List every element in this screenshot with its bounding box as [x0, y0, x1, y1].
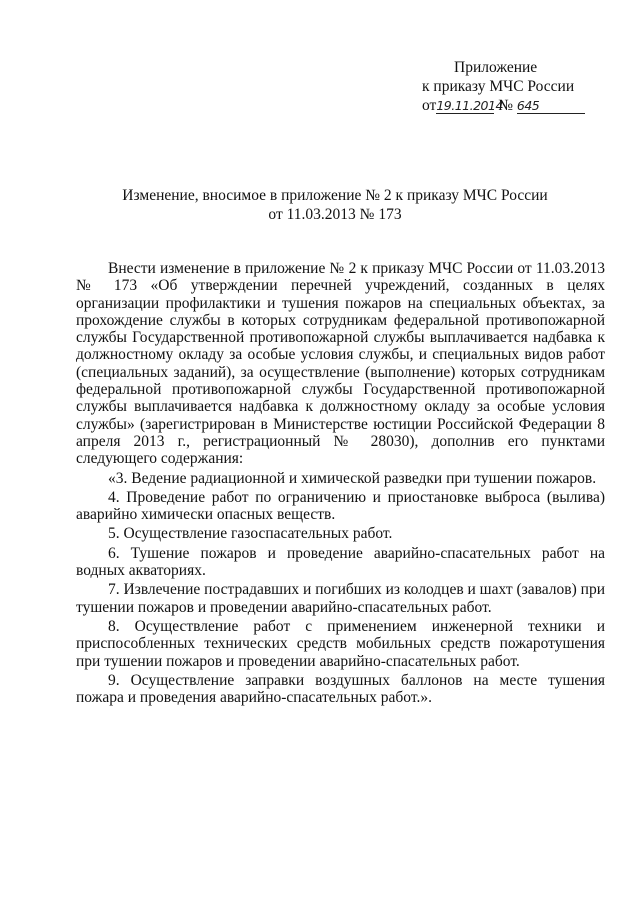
intro-paragraph: Внести изменение в приложение № 2 к приказу МЧС России от 11.03.2013 № 173 «Об утверждении перечней учреждений, созданных в целях организации профилактики и тушения пожаров на специальных объектах, за прохождение службы в которых сотрудникам федеральной противопожарной службы Государственной противопожарной службы выплачивается надбавка к должностному окладу за особые условия службы, и специальных видов работ (специальных заданий), за осуществление (выполнение) которых сотрудникам федеральной противопожарной службы Государственной противопожарной службы выплачивается надбавка к должностному окладу за особые условия службы» (зарегистрирован в Министерстве юстиции Российской Федерации 8 апреля 2013 г., регистрационный № 28030), дополнив его пунктами следующего содержания:	[76, 260, 605, 468]
list-item: «3. Ведение радиационной и химической разведки при тушении пожаров.	[108, 469, 597, 487]
document-title	[100, 186, 570, 224]
list-item: 7. Извлечение пострадавших и погибших из колодцев и шахт (завалов) при тушении пожаров и проведении аварийно-спасательных работ.	[76, 581, 605, 616]
attachment-date-number	[412, 96, 612, 115]
number-label: №	[498, 97, 513, 114]
list-item: 8. Осуществление работ с применением инженерной техники и приспособленных технических средств мобильных средств пожаротушения при тушении пожаров и проведении аварийно-спасательных работ.	[76, 617, 605, 670]
list-item: 4. Проведение работ по ограничению и приостановке выброса (вылива) аварийно химически опасных веществ.	[76, 488, 605, 524]
document-body	[76, 260, 605, 706]
attachment-order-ref: к приказу МЧС России	[422, 78, 575, 95]
handwritten-number: 645	[517, 98, 585, 114]
list-item: 9. Осуществление заправки воздушных баллонов на месте тушения пожара и проведения аварийно-спасательных работ.».	[76, 671, 605, 707]
title-line-1: Изменение, вносимое в приложение № 2 к приказу МЧС России	[122, 187, 548, 204]
from-label: от	[422, 97, 437, 114]
attachment-title: Приложение	[454, 59, 538, 76]
list-item: 6. Тушение пожаров и проведение аварийно-спасательных работ на водных акваториях.	[76, 544, 605, 580]
list-item: 5. Осуществление газоспасательных работ.	[108, 525, 393, 543]
handwritten-date: 19.11.2014	[436, 98, 503, 113]
title-line-2: от 11.03.2013 № 173	[268, 206, 402, 223]
attachment-header	[412, 58, 612, 115]
